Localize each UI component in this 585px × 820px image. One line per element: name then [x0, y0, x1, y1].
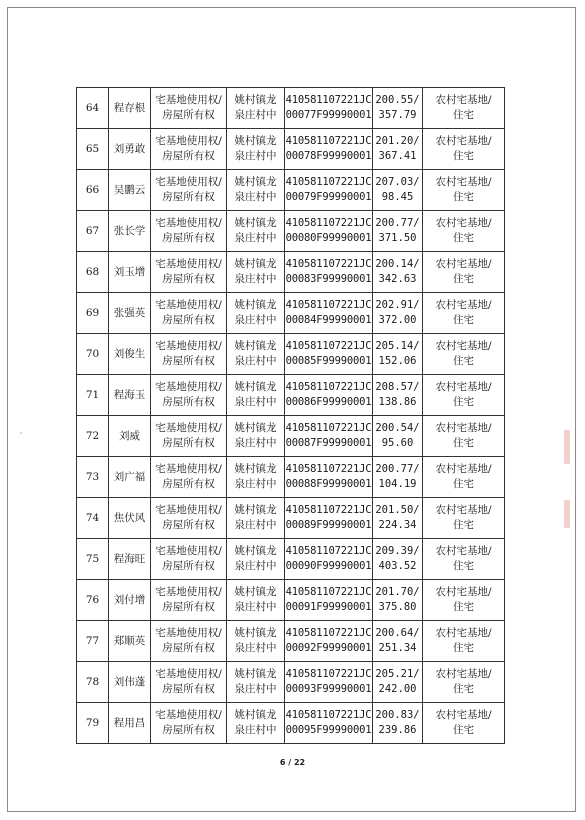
location-line: 泉庄村中: [234, 724, 277, 736]
land-use-line: 住宅: [453, 601, 474, 613]
area-line: 138.86: [378, 396, 417, 408]
table-row: [77, 252, 505, 293]
area-line: 152.06: [378, 355, 417, 367]
right-type-cell: [151, 580, 227, 621]
unit-code-cell: [285, 129, 373, 170]
area-line: 251.34: [378, 642, 417, 654]
unit-code-cell: [285, 334, 373, 375]
row-number-cell: 72: [77, 416, 109, 457]
land-use-line: 住宅: [453, 683, 474, 695]
right-type-cell: [151, 662, 227, 703]
area-line: 200.14/: [375, 258, 420, 270]
unit-code-line: 00078F99990001: [285, 150, 372, 162]
unit-code-cell: [285, 580, 373, 621]
unit-code-cell: [285, 375, 373, 416]
right-type-cell: [151, 88, 227, 129]
land-use-line: 住宅: [453, 724, 474, 736]
area-line: 202.91/: [375, 299, 420, 311]
land-use-cell: [423, 416, 505, 457]
unit-code-line: 00095F99990001: [285, 724, 372, 736]
location-line: 姚村镇龙: [234, 668, 277, 680]
area-line: 239.86: [378, 724, 417, 736]
land-use-cell: [423, 334, 505, 375]
land-use-cell: [423, 375, 505, 416]
location-line: 姚村镇龙: [234, 94, 277, 106]
seal-edge-mark: [564, 500, 570, 528]
land-use-line: 农村宅基地/: [435, 258, 492, 270]
right-type-cell: [151, 129, 227, 170]
unit-code-cell: [285, 293, 373, 334]
location-line: 姚村镇龙: [234, 381, 277, 393]
land-use-cell: [423, 703, 505, 744]
owner-name-cell: 刘伟蓬: [109, 662, 151, 703]
right-type-line: 宅基地使用权/: [155, 586, 222, 598]
location-line: 泉庄村中: [234, 191, 277, 203]
location-line: 泉庄村中: [234, 232, 277, 244]
right-type-cell: [151, 703, 227, 744]
land-use-cell: [423, 211, 505, 252]
right-type-line: 宅基地使用权/: [155, 94, 222, 106]
area-cell: [373, 375, 423, 416]
land-use-line: 农村宅基地/: [435, 422, 492, 434]
right-type-line: 房屋所有权: [162, 396, 215, 408]
land-use-cell: [423, 170, 505, 211]
row-number-cell: 71: [77, 375, 109, 416]
unit-code-line: 410581107221JC: [285, 258, 372, 270]
owner-name-cell: 程存根: [109, 88, 151, 129]
owner-name-cell: 程海旺: [109, 539, 151, 580]
area-line: 208.57/: [375, 381, 420, 393]
row-number-cell: 78: [77, 662, 109, 703]
row-number-cell: 65: [77, 129, 109, 170]
row-number-cell: 74: [77, 498, 109, 539]
location-cell: [227, 129, 285, 170]
unit-code-cell: [285, 498, 373, 539]
unit-code-line: 00090F99990001: [285, 560, 372, 572]
owner-name-cell: 张长学: [109, 211, 151, 252]
location-line: 姚村镇龙: [234, 422, 277, 434]
table-row: [77, 457, 505, 498]
right-type-line: 宅基地使用权/: [155, 668, 222, 680]
area-line: 200.77/: [375, 463, 420, 475]
owner-name-cell: 程海玉: [109, 375, 151, 416]
row-number-cell: 68: [77, 252, 109, 293]
owner-name-cell: 刘付增: [109, 580, 151, 621]
register-table-body: [77, 88, 505, 744]
area-line: 242.00: [378, 683, 417, 695]
row-number-cell: 66: [77, 170, 109, 211]
owner-name-cell: 刘勇敢: [109, 129, 151, 170]
land-use-line: 住宅: [453, 273, 474, 285]
area-cell: [373, 416, 423, 457]
page-number: 6 / 22: [279, 758, 306, 767]
right-type-cell: [151, 334, 227, 375]
location-line: 泉庄村中: [234, 273, 277, 285]
table-row: [77, 416, 505, 457]
unit-code-line: 00089F99990001: [285, 519, 372, 531]
table-row: [77, 170, 505, 211]
land-use-line: 农村宅基地/: [435, 340, 492, 352]
location-line: 泉庄村中: [234, 478, 277, 490]
table-row: [77, 498, 505, 539]
location-line: 姚村镇龙: [234, 545, 277, 557]
row-number-cell: 67: [77, 211, 109, 252]
location-line: 泉庄村中: [234, 519, 277, 531]
land-use-line: 住宅: [453, 150, 474, 162]
location-line: 泉庄村中: [234, 150, 277, 162]
right-type-line: 宅基地使用权/: [155, 176, 222, 188]
location-line: 姚村镇龙: [234, 463, 277, 475]
location-line: 泉庄村中: [234, 560, 277, 572]
scan-dot: [20, 432, 22, 434]
area-cell: [373, 211, 423, 252]
land-use-line: 住宅: [453, 478, 474, 490]
right-type-line: 房屋所有权: [162, 519, 215, 531]
location-cell: [227, 662, 285, 703]
right-type-line: 房屋所有权: [162, 560, 215, 572]
right-type-line: 房屋所有权: [162, 478, 215, 490]
area-line: 200.77/: [375, 217, 420, 229]
area-line: 371.50: [378, 232, 417, 244]
area-cell: [373, 621, 423, 662]
land-use-cell: [423, 129, 505, 170]
area-cell: [373, 334, 423, 375]
unit-code-line: 410581107221JC: [285, 381, 372, 393]
owner-name-cell: 郑顺英: [109, 621, 151, 662]
location-line: 姚村镇龙: [234, 135, 277, 147]
unit-code-line: 410581107221JC: [285, 709, 372, 721]
right-type-cell: [151, 498, 227, 539]
right-type-cell: [151, 621, 227, 662]
land-use-line: 住宅: [453, 232, 474, 244]
location-cell: [227, 580, 285, 621]
owner-name-cell: 张强英: [109, 293, 151, 334]
location-cell: [227, 88, 285, 129]
owner-name-cell: 刘俊生: [109, 334, 151, 375]
area-cell: [373, 662, 423, 703]
unit-code-cell: [285, 703, 373, 744]
area-cell: [373, 88, 423, 129]
area-line: 357.79: [378, 109, 417, 121]
table-row: [77, 703, 505, 744]
land-use-cell: [423, 293, 505, 334]
land-use-line: 农村宅基地/: [435, 94, 492, 106]
land-use-cell: [423, 539, 505, 580]
location-line: 泉庄村中: [234, 396, 277, 408]
land-use-cell: [423, 88, 505, 129]
area-line: 95.60: [381, 437, 414, 449]
area-cell: [373, 539, 423, 580]
right-type-cell: [151, 170, 227, 211]
unit-code-line: 410581107221JC: [285, 94, 372, 106]
land-use-line: 农村宅基地/: [435, 709, 492, 721]
land-use-cell: [423, 457, 505, 498]
location-cell: [227, 293, 285, 334]
row-number-cell: 73: [77, 457, 109, 498]
land-use-line: 农村宅基地/: [435, 668, 492, 680]
row-number-cell: 70: [77, 334, 109, 375]
area-cell: [373, 580, 423, 621]
right-type-line: 宅基地使用权/: [155, 545, 222, 557]
unit-code-line: 00091F99990001: [285, 601, 372, 613]
right-type-line: 宅基地使用权/: [155, 463, 222, 475]
row-number-cell: 75: [77, 539, 109, 580]
unit-code-line: 410581107221JC: [285, 217, 372, 229]
location-cell: [227, 211, 285, 252]
right-type-line: 房屋所有权: [162, 437, 215, 449]
unit-code-line: 410581107221JC: [285, 627, 372, 639]
table-row: [77, 334, 505, 375]
land-use-line: 住宅: [453, 519, 474, 531]
land-use-line: 农村宅基地/: [435, 504, 492, 516]
unit-code-line: 410581107221JC: [285, 299, 372, 311]
location-cell: [227, 252, 285, 293]
area-line: 200.83/: [375, 709, 420, 721]
right-type-line: 宅基地使用权/: [155, 627, 222, 639]
right-type-line: 房屋所有权: [162, 642, 215, 654]
right-type-line: 房屋所有权: [162, 724, 215, 736]
right-type-line: 宅基地使用权/: [155, 381, 222, 393]
right-type-line: 房屋所有权: [162, 150, 215, 162]
land-use-line: 住宅: [453, 191, 474, 203]
area-line: 205.14/: [375, 340, 420, 352]
location-cell: [227, 621, 285, 662]
right-type-line: 宅基地使用权/: [155, 422, 222, 434]
unit-code-cell: [285, 170, 373, 211]
land-use-cell: [423, 662, 505, 703]
land-use-cell: [423, 252, 505, 293]
right-type-line: 房屋所有权: [162, 683, 215, 695]
area-cell: [373, 252, 423, 293]
location-cell: [227, 170, 285, 211]
unit-code-line: 00083F99990001: [285, 273, 372, 285]
right-type-line: 宅基地使用权/: [155, 340, 222, 352]
location-line: 姚村镇龙: [234, 176, 277, 188]
land-use-cell: [423, 580, 505, 621]
land-use-line: 农村宅基地/: [435, 381, 492, 393]
right-type-line: 宅基地使用权/: [155, 299, 222, 311]
location-line: 姚村镇龙: [234, 258, 277, 270]
area-line: 207.03/: [375, 176, 420, 188]
area-line: 403.52: [378, 560, 417, 572]
location-line: 泉庄村中: [234, 683, 277, 695]
right-type-cell: [151, 293, 227, 334]
area-line: 224.34: [378, 519, 417, 531]
area-line: 201.70/: [375, 586, 420, 598]
location-line: 泉庄村中: [234, 314, 277, 326]
unit-code-line: 00079F99990001: [285, 191, 372, 203]
table-row: [77, 375, 505, 416]
land-use-line: 住宅: [453, 314, 474, 326]
area-line: 201.50/: [375, 504, 420, 516]
row-number-cell: 76: [77, 580, 109, 621]
location-line: 姚村镇龙: [234, 627, 277, 639]
location-line: 姚村镇龙: [234, 299, 277, 311]
unit-code-line: 00092F99990001: [285, 642, 372, 654]
location-line: 姚村镇龙: [234, 709, 277, 721]
table-row: [77, 539, 505, 580]
area-cell: [373, 703, 423, 744]
right-type-line: 宅基地使用权/: [155, 135, 222, 147]
right-type-line: 宅基地使用权/: [155, 258, 222, 270]
unit-code-line: 00085F99990001: [285, 355, 372, 367]
unit-code-cell: [285, 457, 373, 498]
area-line: 372.00: [378, 314, 417, 326]
row-number-cell: 69: [77, 293, 109, 334]
area-cell: [373, 293, 423, 334]
table-row: [77, 580, 505, 621]
right-type-line: 房屋所有权: [162, 273, 215, 285]
right-type-line: 房屋所有权: [162, 314, 215, 326]
unit-code-line: 410581107221JC: [285, 422, 372, 434]
right-type-cell: [151, 539, 227, 580]
unit-code-line: 410581107221JC: [285, 586, 372, 598]
owner-name-cell: 焦伏风: [109, 498, 151, 539]
land-use-line: 农村宅基地/: [435, 545, 492, 557]
owner-name-cell: 刘玉增: [109, 252, 151, 293]
land-use-line: 住宅: [453, 560, 474, 572]
right-type-line: 宅基地使用权/: [155, 504, 222, 516]
land-use-cell: [423, 498, 505, 539]
area-line: 104.19: [378, 478, 417, 490]
location-cell: [227, 703, 285, 744]
land-use-line: 农村宅基地/: [435, 217, 492, 229]
owner-name-cell: 刘广福: [109, 457, 151, 498]
right-type-cell: [151, 375, 227, 416]
location-line: 泉庄村中: [234, 109, 277, 121]
location-line: 泉庄村中: [234, 601, 277, 613]
owner-name-cell: 刘威: [109, 416, 151, 457]
location-cell: [227, 457, 285, 498]
area-line: 201.20/: [375, 135, 420, 147]
right-type-line: 房屋所有权: [162, 232, 215, 244]
area-line: 375.80: [378, 601, 417, 613]
land-use-line: 农村宅基地/: [435, 176, 492, 188]
location-cell: [227, 334, 285, 375]
area-cell: [373, 498, 423, 539]
area-line: 342.63: [378, 273, 417, 285]
location-cell: [227, 498, 285, 539]
row-number-cell: 64: [77, 88, 109, 129]
land-use-line: 住宅: [453, 437, 474, 449]
table-row: [77, 211, 505, 252]
right-type-line: 房屋所有权: [162, 109, 215, 121]
area-cell: [373, 170, 423, 211]
location-line: 泉庄村中: [234, 642, 277, 654]
location-cell: [227, 375, 285, 416]
location-line: 姚村镇龙: [234, 217, 277, 229]
unit-code-cell: [285, 252, 373, 293]
area-line: 200.55/: [375, 94, 420, 106]
right-type-line: 宅基地使用权/: [155, 217, 222, 229]
area-line: 200.54/: [375, 422, 420, 434]
table-row: [77, 129, 505, 170]
location-cell: [227, 416, 285, 457]
land-use-line: 农村宅基地/: [435, 135, 492, 147]
unit-code-cell: [285, 88, 373, 129]
area-line: 209.39/: [375, 545, 420, 557]
right-type-line: 房屋所有权: [162, 355, 215, 367]
unit-code-line: 00087F99990001: [285, 437, 372, 449]
unit-code-cell: [285, 211, 373, 252]
right-type-cell: [151, 252, 227, 293]
area-line: 205.21/: [375, 668, 420, 680]
land-use-line: 住宅: [453, 355, 474, 367]
land-use-line: 农村宅基地/: [435, 299, 492, 311]
property-register-table: [76, 87, 505, 744]
unit-code-cell: [285, 662, 373, 703]
unit-code-cell: [285, 416, 373, 457]
unit-code-line: 410581107221JC: [285, 176, 372, 188]
location-cell: [227, 539, 285, 580]
table-row: [77, 662, 505, 703]
unit-code-line: 00077F99990001: [285, 109, 372, 121]
right-type-cell: [151, 457, 227, 498]
unit-code-line: 00084F99990001: [285, 314, 372, 326]
owner-name-cell: 程用昌: [109, 703, 151, 744]
row-number-cell: 77: [77, 621, 109, 662]
table-row: [77, 621, 505, 662]
land-use-line: 住宅: [453, 396, 474, 408]
unit-code-line: 410581107221JC: [285, 463, 372, 475]
area-cell: [373, 129, 423, 170]
unit-code-cell: [285, 539, 373, 580]
unit-code-line: 410581107221JC: [285, 545, 372, 557]
area-line: 98.45: [381, 191, 414, 203]
right-type-line: 宅基地使用权/: [155, 709, 222, 721]
row-number-cell: 79: [77, 703, 109, 744]
unit-code-line: 410581107221JC: [285, 504, 372, 516]
land-use-line: 农村宅基地/: [435, 627, 492, 639]
land-use-line: 农村宅基地/: [435, 586, 492, 598]
unit-code-line: 00088F99990001: [285, 478, 372, 490]
unit-code-line: 410581107221JC: [285, 340, 372, 352]
area-line: 200.64/: [375, 627, 420, 639]
area-line: 367.41: [378, 150, 417, 162]
owner-name-cell: 吴鹏云: [109, 170, 151, 211]
location-line: 姚村镇龙: [234, 504, 277, 516]
land-use-cell: [423, 621, 505, 662]
right-type-line: 房屋所有权: [162, 191, 215, 203]
location-line: 姚村镇龙: [234, 586, 277, 598]
unit-code-line: 00086F99990001: [285, 396, 372, 408]
unit-code-line: 00093F99990001: [285, 683, 372, 695]
land-use-line: 农村宅基地/: [435, 463, 492, 475]
location-line: 泉庄村中: [234, 355, 277, 367]
right-type-cell: [151, 416, 227, 457]
right-type-cell: [151, 211, 227, 252]
table-row: [77, 293, 505, 334]
seal-edge-mark: [564, 430, 570, 464]
unit-code-line: 00080F99990001: [285, 232, 372, 244]
unit-code-cell: [285, 621, 373, 662]
area-cell: [373, 457, 423, 498]
right-type-line: 房屋所有权: [162, 601, 215, 613]
land-use-line: 住宅: [453, 109, 474, 121]
location-line: 姚村镇龙: [234, 340, 277, 352]
unit-code-line: 410581107221JC: [285, 668, 372, 680]
table-row: [77, 88, 505, 129]
unit-code-line: 410581107221JC: [285, 135, 372, 147]
land-use-line: 住宅: [453, 642, 474, 654]
location-line: 泉庄村中: [234, 437, 277, 449]
